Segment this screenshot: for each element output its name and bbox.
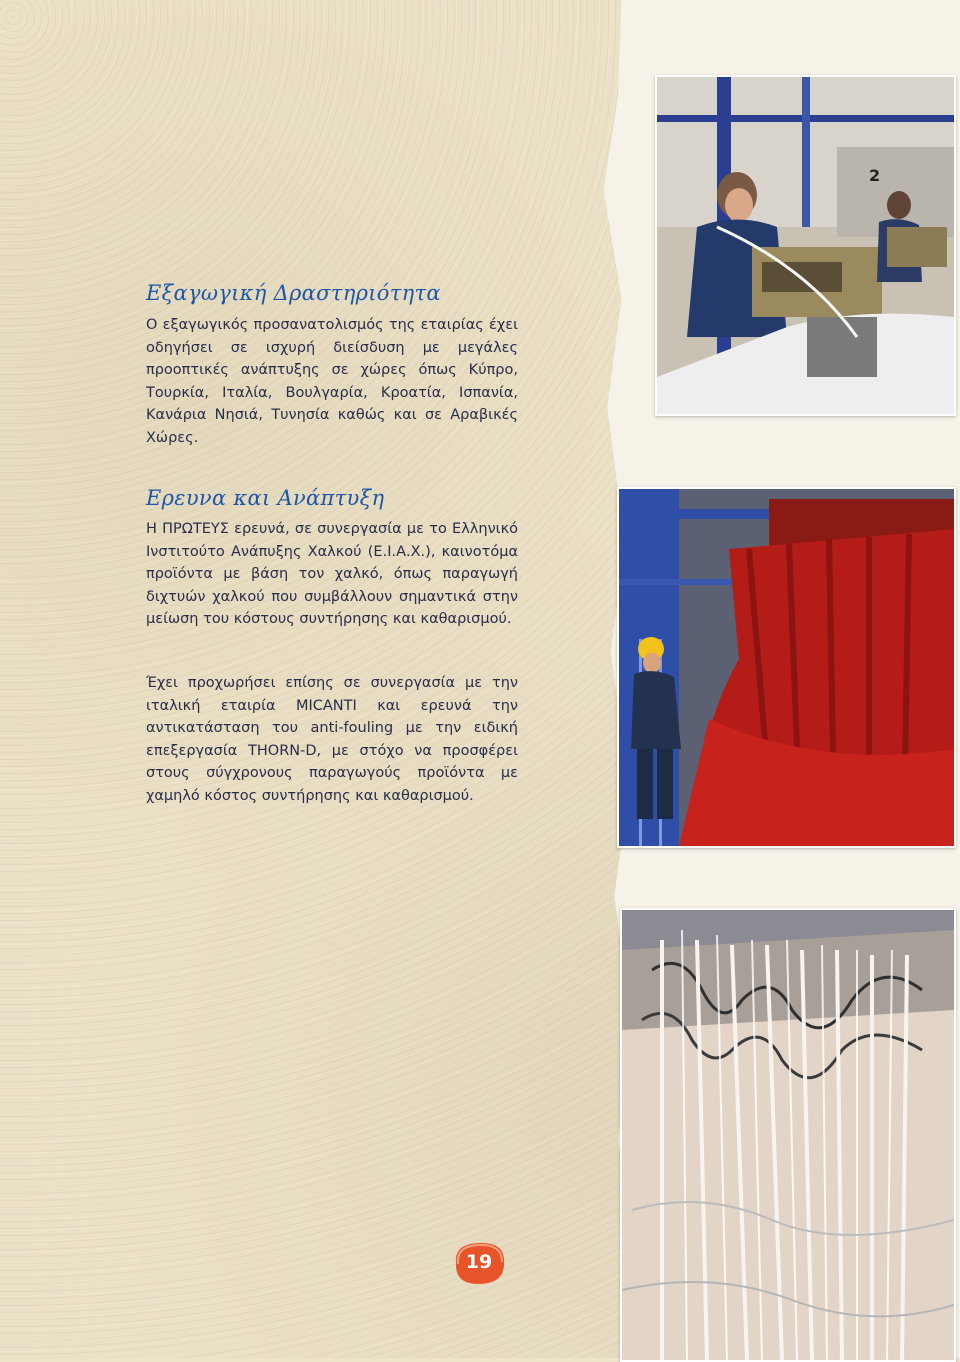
page-number: 19: [465, 1251, 493, 1273]
export-heading: Εξαγωγική Δραστηριότητα: [146, 281, 441, 305]
research-paragraph-1: Η ΠΡΩΤΕΥΣ ερευνά, σε συνεργασία με το Ελληνικό Ινστιτούτο Ανάπυξης Χαλκού (Ε.Ι.Α.Χ.), καινοτόμα προϊόντα με βάση τον χαλκό, όπως παραγωγή διχτυών χαλκού που συμβάλλουν σημαντικά στην μείωση του κόστους συντήρησης και καθαρισμού.: [146, 521, 518, 628]
research-heading: Ερευνα και Ανάπτυξη: [146, 486, 385, 510]
research-paragraph-2: Έχει προχωρήσει επίσης σε συνεργασία με την ιταλική εταιρία MICANTI και ερευνά την αντικατάσταση του anti-fouling με την ειδική επεξεργασία THORN-D, με στόχο να προσφέρει στους σύγχρονους παραγωγούς προϊόντα με χαμηλό κόστος συντήρησης και καθαρισμού.: [146, 675, 518, 804]
export-paragraph: Ο εξαγωγικός προσανατολισμός της εταιρίας έχει οδηγήσει σε ισχυρή διείσδυση με μεγάλες προοπτικές ανάπτυξης σε χώρες όπως Κύπρο, Τουρκία, Ιταλία, Βουλγαρία, Κροατία, Ισπανία, Κανάρια Νησιά, Τυνησία καθώς και σε Αραβικές Χώρες.: [146, 317, 518, 446]
workshop-sign-number: 2: [869, 166, 881, 185]
page-number-badge: [448, 1238, 510, 1288]
red-net-photo: [617, 487, 956, 848]
workshop-photo: [655, 75, 956, 416]
white-net-photo: [620, 908, 956, 1362]
